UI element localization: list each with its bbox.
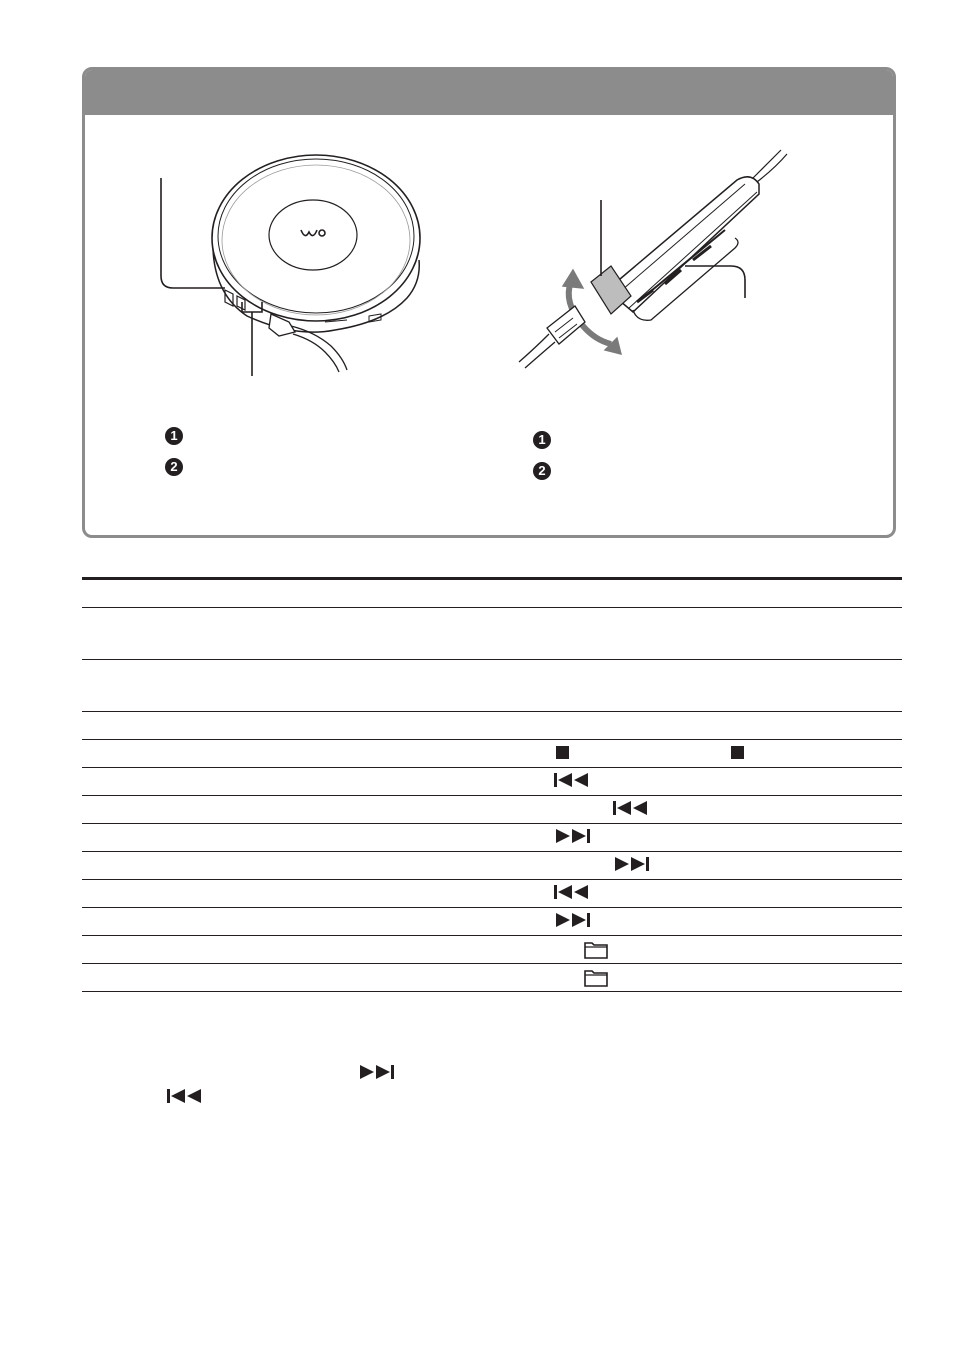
table-row-rule: [82, 711, 902, 712]
table-row-rule: [82, 659, 902, 660]
table-row-rule: [82, 795, 902, 796]
table-header-rule: [82, 607, 902, 608]
callout-line-hold-switch: [685, 266, 745, 298]
table-top-rule: [82, 577, 902, 580]
stop-icon: [731, 746, 744, 759]
previous-track-icon: [613, 801, 649, 815]
table-row-rule: [82, 767, 902, 768]
table-row-rule: [82, 823, 902, 824]
illustration-panel: [82, 67, 896, 538]
next-track-icon: [358, 1065, 394, 1079]
folder-icon: [584, 941, 608, 959]
previous-track-icon: [554, 773, 590, 787]
next-track-icon: [554, 829, 590, 843]
table-row-rule: [82, 851, 902, 852]
table-row-rule: [82, 739, 902, 740]
panel-illustrations: [85, 70, 896, 538]
stop-icon: [556, 746, 569, 759]
remote-control-illustration: [519, 150, 787, 368]
table-row-rule: [82, 907, 902, 908]
step-number-2-right: 2: [533, 462, 551, 480]
disc-player-illustration: [161, 155, 420, 376]
table-bottom-rule: [82, 991, 902, 992]
previous-track-icon: [554, 885, 590, 899]
previous-track-icon: [167, 1089, 203, 1103]
table-row-rule: [82, 963, 902, 964]
next-track-icon: [613, 857, 649, 871]
step-number-1-right: 1: [533, 431, 551, 449]
step-number-1-left: 1: [165, 427, 183, 445]
table-row-rule: [82, 935, 902, 936]
folder-icon: [584, 969, 608, 987]
step-number-2-left: 2: [165, 458, 183, 476]
table-row-rule: [82, 879, 902, 880]
next-track-icon: [554, 913, 590, 927]
